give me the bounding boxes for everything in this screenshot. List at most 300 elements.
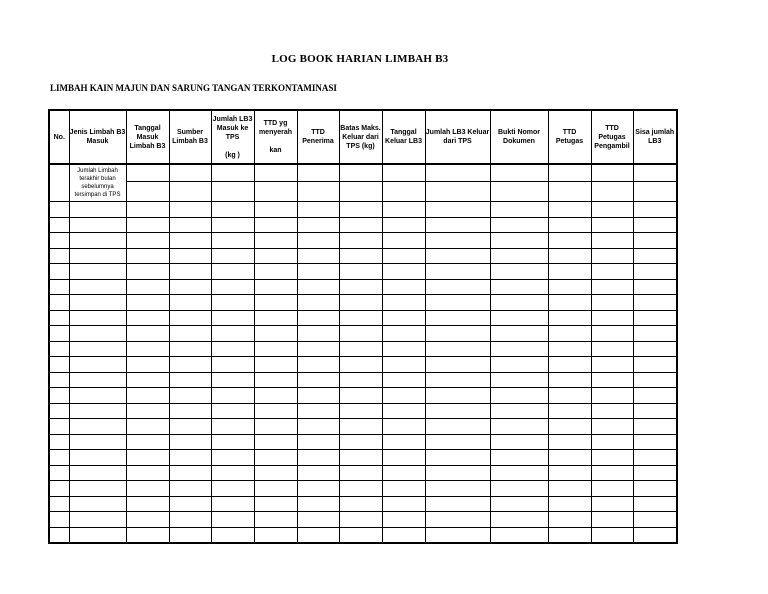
table-cell[interactable] [633, 233, 677, 249]
table-cell[interactable] [339, 372, 382, 388]
table-cell[interactable] [425, 233, 490, 249]
table-cell[interactable] [382, 419, 425, 435]
table-cell[interactable] [633, 310, 677, 326]
table-cell[interactable] [382, 512, 425, 528]
table-cell[interactable] [382, 403, 425, 419]
table-cell[interactable] [633, 341, 677, 357]
table-cell[interactable] [254, 434, 297, 450]
table-cell[interactable] [211, 279, 254, 295]
table-cell[interactable] [339, 481, 382, 497]
table-cell[interactable] [490, 403, 548, 419]
table-cell[interactable] [169, 372, 211, 388]
table-cell[interactable] [254, 295, 297, 311]
table-cell[interactable] [211, 202, 254, 218]
table-cell[interactable] [382, 341, 425, 357]
table-cell[interactable] [425, 295, 490, 311]
table-cell[interactable] [297, 465, 339, 481]
table-cell[interactable] [169, 465, 211, 481]
table-cell[interactable] [169, 248, 211, 264]
table-cell[interactable] [490, 310, 548, 326]
table-cell[interactable] [211, 310, 254, 326]
table-cell[interactable] [633, 164, 677, 202]
table-cell[interactable] [591, 527, 633, 543]
table-cell[interactable] [548, 233, 591, 249]
table-cell[interactable] [633, 527, 677, 543]
table-cell[interactable] [591, 295, 633, 311]
table-cell[interactable] [69, 450, 126, 466]
table-cell[interactable] [254, 481, 297, 497]
table-cell[interactable] [490, 264, 548, 280]
table-cell[interactable] [254, 357, 297, 373]
table-cell[interactable] [69, 202, 126, 218]
table-cell[interactable] [211, 295, 254, 311]
table-cell[interactable] [126, 450, 169, 466]
table-cell[interactable] [169, 481, 211, 497]
table-cell[interactable] [169, 217, 211, 233]
table-cell[interactable] [425, 512, 490, 528]
table-cell[interactable] [382, 481, 425, 497]
table-cell[interactable] [254, 388, 297, 404]
table-cell[interactable] [591, 465, 633, 481]
table-cell[interactable] [425, 264, 490, 280]
table-cell[interactable] [49, 403, 69, 419]
table-cell[interactable] [211, 233, 254, 249]
table-cell[interactable] [126, 372, 169, 388]
table-cell[interactable] [382, 164, 425, 202]
table-cell[interactable] [339, 341, 382, 357]
table-cell[interactable] [633, 372, 677, 388]
table-cell[interactable] [490, 450, 548, 466]
table-cell[interactable] [591, 310, 633, 326]
table-cell[interactable] [382, 496, 425, 512]
table-cell[interactable] [69, 465, 126, 481]
table-cell[interactable] [633, 279, 677, 295]
table-cell[interactable] [339, 233, 382, 249]
table-cell[interactable] [297, 388, 339, 404]
table-cell[interactable] [169, 279, 211, 295]
table-cell[interactable] [425, 388, 490, 404]
table-cell[interactable] [49, 481, 69, 497]
table-cell[interactable] [254, 403, 297, 419]
table-cell[interactable] [211, 248, 254, 264]
table-cell[interactable] [425, 434, 490, 450]
table-cell[interactable] [339, 496, 382, 512]
table-cell[interactable] [633, 419, 677, 435]
table-cell[interactable] [548, 202, 591, 218]
table-cell[interactable] [69, 233, 126, 249]
table-cell[interactable] [49, 202, 69, 218]
table-cell[interactable] [169, 388, 211, 404]
table-cell[interactable] [49, 341, 69, 357]
table-cell[interactable] [633, 481, 677, 497]
table-cell[interactable] [339, 403, 382, 419]
table-cell[interactable] [69, 527, 126, 543]
table-cell[interactable] [211, 372, 254, 388]
table-cell[interactable] [297, 217, 339, 233]
table-cell[interactable] [297, 357, 339, 373]
table-cell[interactable] [425, 465, 490, 481]
table-cell[interactable] [211, 450, 254, 466]
table-cell[interactable] [339, 279, 382, 295]
table-cell[interactable] [254, 372, 297, 388]
table-cell[interactable] [339, 326, 382, 342]
table-cell[interactable] [49, 388, 69, 404]
table-cell[interactable] [254, 527, 297, 543]
table-cell[interactable] [254, 217, 297, 233]
table-cell[interactable] [49, 295, 69, 311]
table-cell[interactable] [382, 233, 425, 249]
table-cell[interactable] [591, 434, 633, 450]
table-cell[interactable] [425, 341, 490, 357]
table-cell[interactable] [297, 279, 339, 295]
table-cell[interactable] [382, 202, 425, 218]
table-cell[interactable] [169, 233, 211, 249]
table-cell[interactable] [425, 419, 490, 435]
table-cell[interactable] [211, 527, 254, 543]
table-cell[interactable] [490, 481, 548, 497]
table-cell[interactable] [633, 295, 677, 311]
table-cell[interactable] [126, 388, 169, 404]
table-cell[interactable] [382, 357, 425, 373]
table-cell[interactable] [49, 164, 69, 202]
table-cell[interactable] [169, 419, 211, 435]
table-cell[interactable] [339, 217, 382, 233]
table-cell[interactable] [490, 341, 548, 357]
table-cell[interactable] [69, 217, 126, 233]
table-cell[interactable] [339, 295, 382, 311]
table-cell[interactable] [490, 248, 548, 264]
table-cell[interactable] [490, 295, 548, 311]
table-cell[interactable] [339, 465, 382, 481]
table-cell[interactable] [382, 388, 425, 404]
table-cell[interactable] [425, 164, 490, 202]
table-cell[interactable] [633, 248, 677, 264]
table-cell[interactable] [591, 202, 633, 218]
table-cell[interactable] [169, 164, 211, 202]
table-cell[interactable] [69, 419, 126, 435]
table-cell[interactable] [297, 419, 339, 435]
table-cell[interactable] [548, 295, 591, 311]
table-cell[interactable] [633, 403, 677, 419]
table-cell[interactable] [490, 372, 548, 388]
table-cell[interactable] [169, 341, 211, 357]
table-cell[interactable] [126, 248, 169, 264]
table-cell[interactable] [591, 164, 633, 202]
table-cell[interactable] [591, 233, 633, 249]
table-cell[interactable] [297, 341, 339, 357]
table-cell[interactable] [49, 527, 69, 543]
table-cell[interactable] [69, 357, 126, 373]
table-cell[interactable] [425, 217, 490, 233]
table-cell[interactable] [49, 496, 69, 512]
table-cell[interactable] [126, 481, 169, 497]
table-cell[interactable] [633, 264, 677, 280]
table-cell[interactable] [126, 326, 169, 342]
table-cell[interactable] [169, 202, 211, 218]
table-cell[interactable] [382, 465, 425, 481]
table-cell[interactable] [49, 326, 69, 342]
table-cell[interactable] [591, 388, 633, 404]
table-cell[interactable] [490, 527, 548, 543]
table-cell[interactable] [211, 326, 254, 342]
table-cell[interactable] [49, 512, 69, 528]
table-cell[interactable] [382, 372, 425, 388]
table-cell[interactable] [633, 434, 677, 450]
table-cell[interactable] [69, 326, 126, 342]
table-cell[interactable] [69, 481, 126, 497]
table-cell[interactable] [211, 403, 254, 419]
table-cell[interactable] [211, 341, 254, 357]
table-cell[interactable] [49, 434, 69, 450]
table-cell[interactable] [254, 450, 297, 466]
table-cell[interactable] [548, 512, 591, 528]
table-cell[interactable] [169, 310, 211, 326]
table-cell[interactable] [211, 481, 254, 497]
table-cell[interactable] [591, 248, 633, 264]
table-cell[interactable] [591, 341, 633, 357]
table-cell[interactable] [297, 202, 339, 218]
table-cell[interactable] [211, 496, 254, 512]
table-cell[interactable] [211, 465, 254, 481]
table-cell[interactable] [169, 295, 211, 311]
table-cell[interactable] [297, 481, 339, 497]
table-cell[interactable] [254, 419, 297, 435]
table-cell[interactable] [425, 496, 490, 512]
table-cell[interactable] [254, 326, 297, 342]
table-cell[interactable] [425, 403, 490, 419]
table-cell[interactable] [490, 512, 548, 528]
table-cell[interactable] [254, 496, 297, 512]
table-cell[interactable] [49, 419, 69, 435]
table-cell[interactable] [126, 512, 169, 528]
table-cell[interactable] [339, 202, 382, 218]
table-cell[interactable] [126, 202, 169, 218]
table-cell[interactable] [297, 450, 339, 466]
table-cell[interactable] [490, 388, 548, 404]
table-cell[interactable] [591, 496, 633, 512]
table-cell[interactable] [548, 496, 591, 512]
table-cell[interactable] [382, 217, 425, 233]
table-cell[interactable] [126, 496, 169, 512]
table-cell[interactable] [297, 527, 339, 543]
table-cell[interactable] [297, 264, 339, 280]
table-cell[interactable] [211, 512, 254, 528]
table-cell[interactable] [69, 372, 126, 388]
table-cell[interactable] [633, 217, 677, 233]
table-cell[interactable] [490, 357, 548, 373]
table-cell[interactable] [49, 217, 69, 233]
table-cell[interactable] [211, 434, 254, 450]
table-cell[interactable] [382, 434, 425, 450]
table-cell[interactable] [382, 264, 425, 280]
table-cell[interactable] [169, 434, 211, 450]
table-cell[interactable] [49, 465, 69, 481]
table-cell[interactable] [254, 465, 297, 481]
table-cell[interactable] [254, 512, 297, 528]
table-cell[interactable] [425, 527, 490, 543]
table-cell[interactable] [633, 357, 677, 373]
table-cell[interactable] [211, 357, 254, 373]
table-cell[interactable] [490, 434, 548, 450]
table-cell[interactable] [633, 496, 677, 512]
table-cell[interactable] [69, 496, 126, 512]
table-cell[interactable] [425, 326, 490, 342]
table-cell[interactable] [297, 164, 339, 202]
table-cell[interactable] [548, 465, 591, 481]
table-cell[interactable] [69, 512, 126, 528]
table-cell[interactable] [548, 403, 591, 419]
table-cell[interactable] [382, 326, 425, 342]
table-cell[interactable] [69, 341, 126, 357]
table-cell[interactable] [49, 279, 69, 295]
table-cell[interactable] [548, 264, 591, 280]
table-cell[interactable] [339, 164, 382, 202]
table-cell[interactable] [69, 403, 126, 419]
table-cell[interactable] [297, 372, 339, 388]
table-cell[interactable] [591, 372, 633, 388]
table-cell[interactable] [169, 512, 211, 528]
table-cell[interactable] [169, 403, 211, 419]
table-cell[interactable] [126, 164, 169, 202]
table-cell[interactable] [339, 357, 382, 373]
table-cell[interactable] [211, 217, 254, 233]
table-cell[interactable] [49, 357, 69, 373]
table-cell[interactable] [297, 512, 339, 528]
table-cell[interactable] [425, 202, 490, 218]
table-cell[interactable] [591, 264, 633, 280]
table-cell[interactable] [126, 403, 169, 419]
table-cell[interactable] [591, 357, 633, 373]
table-cell[interactable] [633, 388, 677, 404]
table-cell[interactable] [69, 264, 126, 280]
table-cell[interactable] [169, 527, 211, 543]
table-cell[interactable] [591, 419, 633, 435]
table-cell[interactable] [126, 217, 169, 233]
table-cell[interactable] [591, 217, 633, 233]
table-cell[interactable] [69, 295, 126, 311]
table-cell[interactable] [169, 264, 211, 280]
table-cell[interactable] [254, 164, 297, 202]
table-cell[interactable] [211, 164, 254, 202]
table-cell[interactable] [633, 326, 677, 342]
table-cell[interactable] [382, 279, 425, 295]
table-cell[interactable] [254, 279, 297, 295]
table-cell[interactable] [548, 310, 591, 326]
table-cell[interactable] [633, 512, 677, 528]
table-cell[interactable] [69, 388, 126, 404]
table-cell[interactable] [382, 248, 425, 264]
table-cell[interactable] [382, 295, 425, 311]
table-cell[interactable] [548, 450, 591, 466]
table-cell[interactable] [69, 248, 126, 264]
table-cell[interactable] [297, 434, 339, 450]
table-cell[interactable] [548, 481, 591, 497]
table-cell[interactable] [339, 264, 382, 280]
table-cell[interactable] [169, 326, 211, 342]
table-cell[interactable] [382, 310, 425, 326]
table-cell[interactable] [169, 450, 211, 466]
table-cell[interactable] [548, 357, 591, 373]
table-cell[interactable] [49, 233, 69, 249]
table-cell[interactable] [425, 481, 490, 497]
table-cell[interactable] [297, 233, 339, 249]
table-cell[interactable] [126, 295, 169, 311]
table-cell[interactable] [548, 527, 591, 543]
table-cell[interactable] [548, 248, 591, 264]
table-cell[interactable] [126, 233, 169, 249]
table-cell[interactable] [49, 248, 69, 264]
table-cell[interactable] [633, 465, 677, 481]
table-cell[interactable] [211, 419, 254, 435]
table-cell[interactable] [297, 295, 339, 311]
table-cell[interactable] [339, 419, 382, 435]
table-cell[interactable] [126, 434, 169, 450]
table-cell[interactable] [490, 419, 548, 435]
table-cell[interactable] [126, 419, 169, 435]
table-cell[interactable] [254, 310, 297, 326]
table-cell[interactable] [382, 450, 425, 466]
table-cell[interactable] [339, 310, 382, 326]
table-cell[interactable] [339, 512, 382, 528]
table-cell[interactable] [490, 202, 548, 218]
table-cell[interactable] [126, 357, 169, 373]
table-cell[interactable] [425, 310, 490, 326]
table-cell[interactable] [126, 264, 169, 280]
table-cell[interactable] [591, 403, 633, 419]
table-cell[interactable] [211, 388, 254, 404]
table-cell[interactable] [633, 202, 677, 218]
table-cell[interactable] [548, 217, 591, 233]
table-cell[interactable] [591, 326, 633, 342]
table-cell[interactable] [548, 279, 591, 295]
table-cell[interactable] [490, 496, 548, 512]
table-cell[interactable] [297, 248, 339, 264]
table-cell[interactable] [126, 310, 169, 326]
table-cell[interactable] [548, 341, 591, 357]
table-cell[interactable] [548, 326, 591, 342]
table-cell[interactable] [254, 202, 297, 218]
table-cell[interactable] [297, 326, 339, 342]
table-cell[interactable] [425, 450, 490, 466]
table-cell[interactable] [339, 527, 382, 543]
table-cell[interactable] [49, 264, 69, 280]
table-cell[interactable] [69, 310, 126, 326]
table-cell[interactable] [548, 388, 591, 404]
table-cell[interactable] [490, 217, 548, 233]
table-cell[interactable] [49, 310, 69, 326]
table-cell[interactable] [169, 496, 211, 512]
table-cell[interactable] [548, 419, 591, 435]
table-cell[interactable] [591, 450, 633, 466]
table-cell[interactable] [69, 434, 126, 450]
table-cell[interactable] [633, 450, 677, 466]
table-cell[interactable] [169, 357, 211, 373]
table-cell[interactable] [254, 264, 297, 280]
table-cell[interactable] [490, 326, 548, 342]
table-cell[interactable] [126, 527, 169, 543]
table-cell[interactable] [591, 481, 633, 497]
table-cell[interactable] [297, 403, 339, 419]
table-cell[interactable] [490, 164, 548, 202]
table-cell[interactable] [126, 279, 169, 295]
table-cell[interactable] [425, 372, 490, 388]
table-cell[interactable] [254, 248, 297, 264]
table-cell[interactable] [49, 372, 69, 388]
table-cell[interactable] [591, 279, 633, 295]
table-cell[interactable] [126, 341, 169, 357]
table-cell[interactable] [591, 512, 633, 528]
table-cell[interactable] [339, 388, 382, 404]
